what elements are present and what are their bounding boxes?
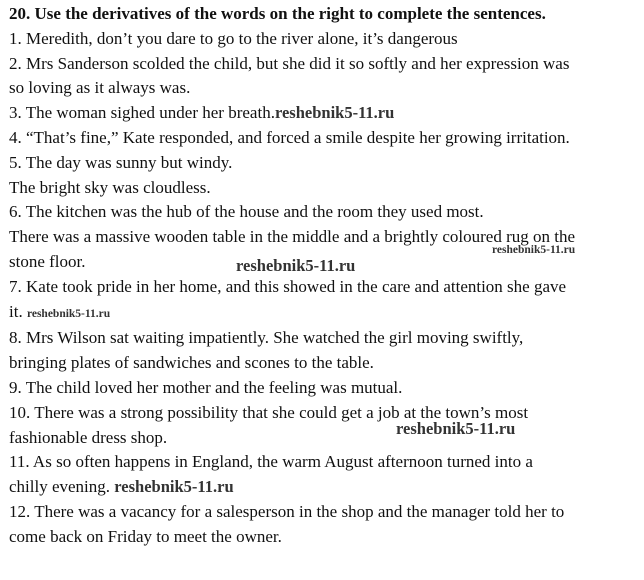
watermark-text: reshebnik5-11.ru [26, 307, 111, 320]
sentence-line: 2. Mrs Sanderson scolded the child, but she did it so softly and her expression was [9, 53, 570, 73]
sentence-line: The bright sky was cloudless. [9, 177, 211, 197]
sentence-line: 1. Meredith, don’t you dare to go to the river alone, it’s dangerous [9, 28, 458, 48]
exercise-heading: 20. Use the derivatives of the words on the right to complete the sentences. [9, 4, 546, 23]
sentence-line: stone floor. [9, 251, 86, 271]
sentence-line [9, 475, 637, 500]
watermark-text: reshebnik5-11.ru [236, 256, 356, 275]
sentence-line: so loving as it always was. [9, 78, 191, 98]
watermark-text: reshebnik5-11.ru [274, 103, 395, 123]
sentence-line: 11. As so often happens in England, the warm August afternoon turned into a [9, 452, 533, 472]
sentence-text: it. [9, 301, 23, 321]
sentence-line: 9. The child loved her mother and the feeling was mutual. [9, 377, 403, 397]
sentence-line: 10. There was a strong possibility that she could get a job at the town’s most [9, 402, 529, 422]
sentence-line: fashionable dress shop. [9, 427, 168, 447]
sentence-text: 3. The woman sighed under her breath. [9, 103, 275, 123]
watermark-text: reshebnik5-11.ru [114, 477, 234, 497]
sentence-line: 12. There was a vacancy for a salesperson in the shop and the manager told her to [9, 501, 565, 521]
sentence-line: bringing plates of sandwiches and scones to the table. [9, 353, 374, 373]
watermark-text: reshebnik5-11.ru [492, 244, 576, 256]
sentence-line: come back on Friday to meet the owner. [9, 526, 282, 546]
sentence-line: 4. “That’s fine,” Kate responded, and forced a smile despite her growing irritation. [9, 127, 570, 147]
sentence-line [9, 101, 637, 126]
sentence-line: 7. Kate took pride in her home, and this showed in the care and attention she gave [9, 276, 567, 296]
sentence-line [9, 300, 637, 327]
sentence-text: chilly evening. [9, 477, 111, 497]
watermark-text: reshebnik5-11.ru [396, 419, 516, 438]
sentence-line: 8. Mrs Wilson sat waiting impatiently. She watched the girl moving swiftly, [9, 328, 524, 348]
sentence-line: There was a massive wooden table in the middle and a brightly coloured rug on the [9, 227, 576, 247]
sentence-line: 6. The kitchen was the hub of the house and the room they used most. [9, 202, 484, 222]
sentence-line: 5. The day was sunny but windy. [9, 152, 233, 172]
